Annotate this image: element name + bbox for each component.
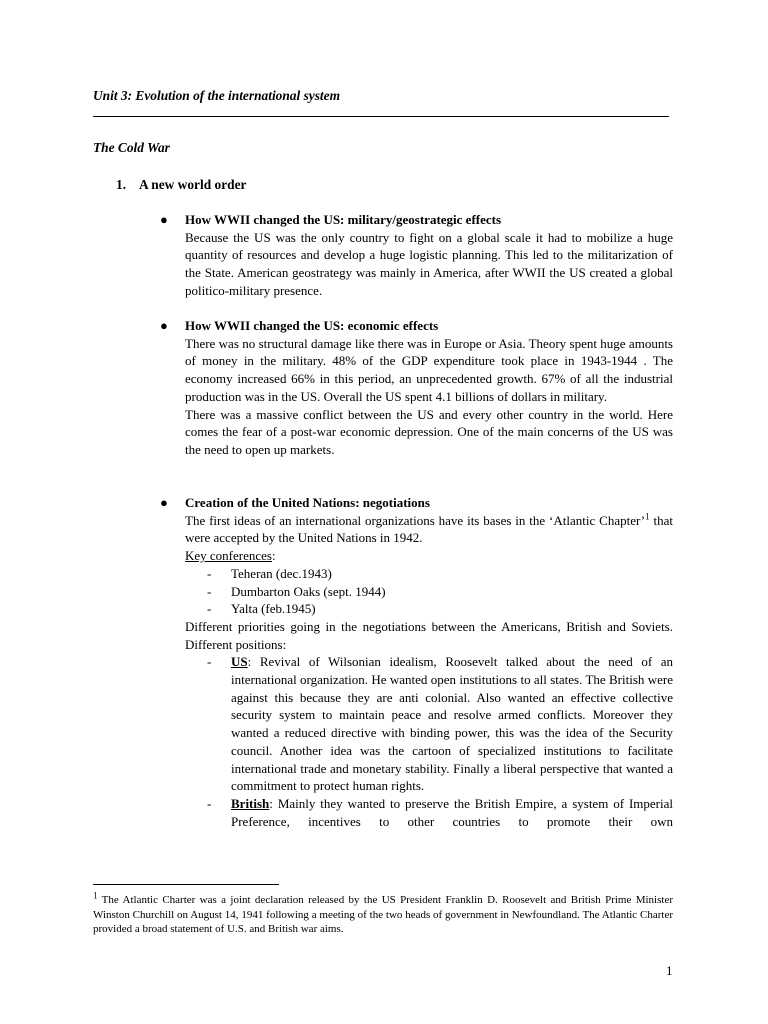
position-us: - US: Revival of Wilsonian idealism, Roosevelt talked about the need of an international organization. He wanted open institutions to all states. The British were against this because they are anti colonial. Also wanted an effective collective security system to maintain peace and resolve armed conflicts. Moreover they wanted a reduced directive with binding power, this was the idea of the Security council. Another idea was the cartoon of specialized institutions to facilitate international trade and monetary stability. Finally a liberal perspective that wanted a commitment to protect human rights.: [207, 654, 673, 794]
paragraph-economic-2: There was a massive conflict between the US and every other country in the world. Here comes the fear of a post-war economic depression. One of the main concerns of the US was the need to open up markets.: [185, 406, 673, 457]
un-intro-text-end: that were accepted by the United Nations in 1942.: [185, 512, 673, 546]
british-label: British: [231, 795, 270, 811]
paragraph-un-intro: [185, 512, 673, 547]
section-united-nations: [185, 494, 673, 830]
us-label: US: [231, 654, 248, 670]
british-text: : Mainly they wanted to preserve the British Empire, a system of Imperial Preference, incentives to other countries to promote their own: [231, 795, 673, 829]
footnote-text: The Atlantic Charter was a joint declaration released by the US President Franklin D. Roosevelt and British Prime Minister Winston Churchill on August 14, 1941 following a meeting of the two heads of government in Newfoundland. The Atlantic Charter provided a broad statement of U.S. and British war aims.: [93, 894, 673, 935]
us-text: : Revival of Wilsonian idealism, Roosevelt talked about the need of an international organization. He wanted open institutions to all states. The British were against this because they are anti colonial. Also wanted an effective collective security system to maintain peace and resolve armed conflicts. Moreover they wanted a reduced directive with binding power, this was the idea of the Security council. Another idea was the cartoon of specialized institutions to facilitate international trade and monetary stability. Finally a liberal perspective that wanted a commitment to protect human rights.: [231, 654, 673, 794]
bullet-heading-military: How WWII changed the US: military/geostrategic effects: [185, 212, 502, 227]
bullet-icon: ●: [160, 212, 168, 227]
bullet-heading-economic: How WWII changed the US: economic effects: [185, 318, 439, 333]
paragraph-economic-1: There was no structural damage like there was in Europe or Asia. Theory spent huge amounts of money in the military. 48% of the GDP expenditure took place in 1943-1944 . The economy increased 66% in this period, an unprecedented growth. 67% of all the industrial production was in the US. Overall the US spent 4.1 billions of dollars in military.: [185, 335, 673, 404]
positions-list: [185, 653, 673, 830]
list-item: - Dumbarton Oaks (sept. 1944): [207, 583, 386, 599]
footnote-marker: 1: [93, 890, 98, 901]
section-economic-effects: [185, 317, 673, 459]
section-military-effects: [185, 211, 673, 300]
page-number: 1: [666, 963, 673, 978]
footnote-reference[interactable]: 1: [645, 511, 650, 522]
bullet-icon: ●: [160, 495, 168, 510]
un-intro-text: The first ideas of an international organizations have its bases in the ‘Atlantic Chapter’: [185, 512, 646, 528]
list-item: - Yalta (feb.1945): [207, 601, 316, 617]
heading-number: 1.: [116, 177, 127, 192]
position-british: - British: Mainly they wanted to preserve the British Empire, a system of Imperial Preference, incentives to other countries to promote their own: [207, 795, 673, 829]
paragraph-priorities: Different priorities going in the negotiations between the Americans, British and Soviets. Different positions:: [185, 618, 673, 652]
list-item: - Teheran (dec.1943): [207, 565, 332, 581]
title-rule: [93, 116, 669, 117]
footnote-separator: [93, 884, 279, 885]
paragraph-military: Because the US was the only country to fight on a global scale it had to mobilize a huge quantity of resources and develop a huge logistic planning. This led to the militarization of the State. American geostrategy was mainly in America, after WWII the US created a global politico-military presence.: [185, 229, 673, 298]
key-conferences-label: Key conferences:: [185, 548, 276, 564]
bullet-heading-un: Creation of the United Nations: negotiations: [185, 495, 430, 510]
footnote: [93, 890, 673, 937]
section-title: The Cold War: [93, 140, 170, 155]
heading-text: A new world order: [139, 177, 247, 192]
conference-list: [185, 565, 673, 618]
bullet-icon: ●: [160, 318, 168, 333]
unit-title: Unit 3: Evolution of the international system: [93, 88, 341, 103]
heading-a-new-world-order: [116, 176, 246, 194]
